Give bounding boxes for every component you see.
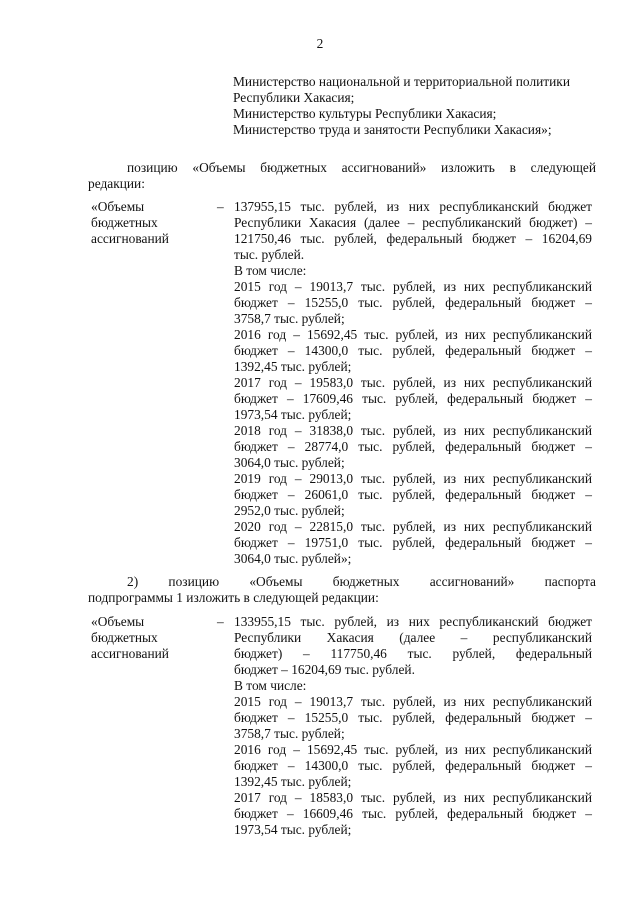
block-text-line: 2016 год – 15692,45 тыс. рублей, из них республиканский	[234, 327, 592, 342]
block-text-line: 2015 год – 19013,7 тыс. рублей, из них республиканский	[234, 694, 592, 709]
label-line: ассигнований	[91, 646, 169, 661]
block-text-line: 2019 год – 29013,0 тыс. рублей, из них республиканский	[234, 471, 592, 486]
block-text-line: бюджет – 28774,0 тыс. рублей, федеральный бюджет –	[234, 439, 592, 454]
block-text-line: 3064,0 тыс. рублей;	[234, 455, 345, 470]
block-text-line: 2015 год – 19013,7 тыс. рублей, из них республиканский	[234, 279, 592, 294]
block-text-line: бюджет – 16609,46 тыс. рублей, федеральный бюджет –	[234, 806, 592, 821]
block-text-line: 1392,45 тыс. рублей;	[234, 359, 352, 374]
block-text-line: 3758,7 тыс. рублей;	[234, 311, 345, 326]
block-text-line: бюджет – 14300,0 тыс. рублей, федеральный бюджет –	[234, 758, 592, 773]
block-text-line: бюджет) – 117750,46 тыс. рублей, федеральный	[234, 646, 592, 661]
block-text-line: бюджет – 26061,0 тыс. рублей, федеральный бюджет –	[234, 487, 592, 502]
label-line: бюджетных	[91, 215, 158, 230]
ministry-line: Министерство национальной и территориальной политики	[233, 74, 570, 89]
block-text-line: 3758,7 тыс. рублей;	[234, 726, 345, 741]
block-text-line: 121750,46 тыс. рублей, федеральный бюджет – 16204,69	[234, 231, 592, 246]
block-text-line: 133955,15 тыс. рублей, из них республиканский бюджет	[234, 614, 592, 629]
block-text-line: В том числе:	[234, 263, 307, 278]
block-text-line: 2020 год – 22815,0 тыс. рублей, из них республиканский	[234, 519, 592, 534]
block-text-line: 2952,0 тыс. рублей;	[234, 503, 345, 518]
block-text-line: бюджет – 15255,0 тыс. рублей, федеральный бюджет –	[234, 710, 592, 725]
block-text-line: 1973,54 тыс. рублей;	[234, 407, 352, 422]
paragraph-line: позицию «Объемы бюджетных ассигнований» изложить в следующей	[127, 160, 596, 175]
block-text-line: 2017 год – 18583,0 тыс. рублей, из них республиканский	[234, 790, 592, 805]
block-text-line: бюджет – 17609,46 тыс. рублей, федеральный бюджет –	[234, 391, 592, 406]
paragraph-line: подпрограммы 1 изложить в следующей редакции:	[88, 590, 379, 605]
paragraph-line: редакции:	[88, 176, 145, 191]
ministry-line: Республики Хакасия;	[233, 90, 355, 105]
block-text-line: 1392,45 тыс. рублей;	[234, 774, 352, 789]
block-text-line: 2018 год – 31838,0 тыс. рублей, из них республиканский	[234, 423, 592, 438]
block-text-line: 1973,54 тыс. рублей;	[234, 822, 352, 837]
label-line: «Объемы	[91, 199, 145, 214]
block-text-line: В том числе:	[234, 678, 307, 693]
block-text-line: 137955,15 тыс. рублей, из них республиканский бюджет	[234, 199, 592, 214]
label-line: «Объемы	[91, 614, 145, 629]
page-number: 2	[316, 36, 324, 51]
block-dash: –	[217, 199, 224, 214]
block-text-line: тыс. рублей.	[234, 247, 305, 262]
block-text-line: бюджет – 15255,0 тыс. рублей, федеральный бюджет –	[234, 295, 592, 310]
block-text-line: бюджет – 19751,0 тыс. рублей, федеральный бюджет –	[234, 535, 592, 550]
block-text-line: Республики Хакасия (далее – республиканский бюджет) –	[234, 215, 592, 230]
ministry-line: Министерство труда и занятости Республики Хакасия»;	[233, 122, 552, 137]
ministry-line: Министерство культуры Республики Хакасия;	[233, 106, 497, 121]
block-text-line: 2017 год – 19583,0 тыс. рублей, из них республиканский	[234, 375, 592, 390]
block-text-line: бюджет – 16204,69 тыс. рублей.	[234, 662, 415, 677]
block-text-line: 2016 год – 15692,45 тыс. рублей, из них республиканский	[234, 742, 592, 757]
paragraph-line: 2) позицию «Объемы бюджетных ассигнований» паспорта	[127, 574, 596, 589]
block-text-line: Республики Хакасия (далее – республиканский	[234, 630, 592, 645]
block-dash: –	[217, 614, 224, 629]
label-line: бюджетных	[91, 630, 158, 645]
block-text-line: 3064,0 тыс. рублей»;	[234, 551, 352, 566]
label-line: ассигнований	[91, 231, 169, 246]
block-text-line: бюджет – 14300,0 тыс. рублей, федеральный бюджет –	[234, 343, 592, 358]
